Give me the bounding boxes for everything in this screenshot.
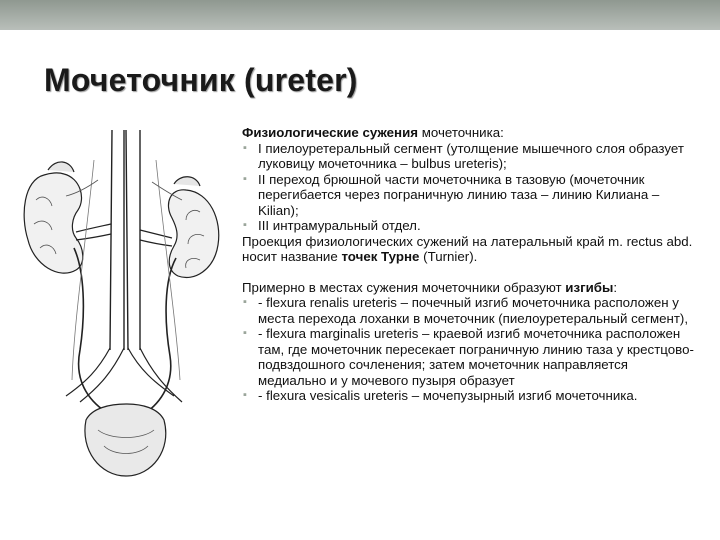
narrowing-item (242, 218, 694, 234)
narrowing-text: II переход брюшной части мочеточника в тазовую (мочеточник перегибается через пограничную линию таза – линию Килиана – Kilian); (258, 171, 660, 218)
narrowings-heading (242, 125, 694, 141)
bullet-icon: ▪ (243, 219, 247, 231)
narrowing-item (242, 172, 694, 219)
bullet-icon: ▪ (243, 296, 247, 308)
projection-text: Проекция физиологических сужений на латеральный край m. rectus abd. носит название (242, 233, 693, 264)
narrowing-item (242, 141, 694, 172)
slide-content (242, 125, 694, 404)
bullet-icon: ▪ (243, 172, 247, 185)
bend-text: - flexura vesicalis ureteris – мочепузырный изгиб мочеточника. (258, 388, 638, 403)
narrowings-heading-rest: мочеточника: (418, 125, 504, 140)
narrowing-text: III интрамуральный отдел. (258, 218, 421, 233)
bend-text: - flexura renalis ureteris – почечный изгиб мочеточника расположен у места перехода лоханки в мочеточник (пиелоуретеральный сегмент), (258, 295, 689, 326)
paragraph-gap (242, 265, 694, 280)
bullet-icon: ▪ (243, 327, 247, 339)
bends-colon: : (613, 279, 618, 295)
bends-intro: Примерно в местах сужения мочеточники образуют (242, 279, 566, 295)
bend-text: - flexura marginalis ureteris – краевой изгиб мочеточника расположен там, где мочеточник пересекает пограничную линию таза у крестцово-подвздошного сочленения; затем мочеточник направляется медиально и у мочевого пузыря образует (258, 326, 694, 388)
bends-heading (242, 280, 694, 296)
bends-term: изгибы (565, 279, 614, 295)
turne-points-rest: (Turnier). (419, 249, 478, 264)
slide-title: Мочеточник (ureter) (44, 62, 358, 98)
urinary-system-illustration (14, 120, 236, 482)
top-decorative-band (0, 0, 720, 30)
projection-paragraph (242, 234, 694, 265)
bullet-icon: ▪ (243, 141, 247, 154)
bend-item (242, 326, 694, 388)
bend-item (242, 295, 694, 326)
narrowings-heading-bold: Физиологические сужения (242, 125, 419, 140)
bullet-icon: ▪ (243, 389, 247, 401)
narrowing-text: I пиелоуретеральный сегмент (утолщение мышечного слоя образует луковицу мочеточника – bulbus ureteris); (258, 140, 684, 171)
bend-item (242, 388, 694, 404)
turne-points-term: точек Турне (341, 249, 420, 264)
